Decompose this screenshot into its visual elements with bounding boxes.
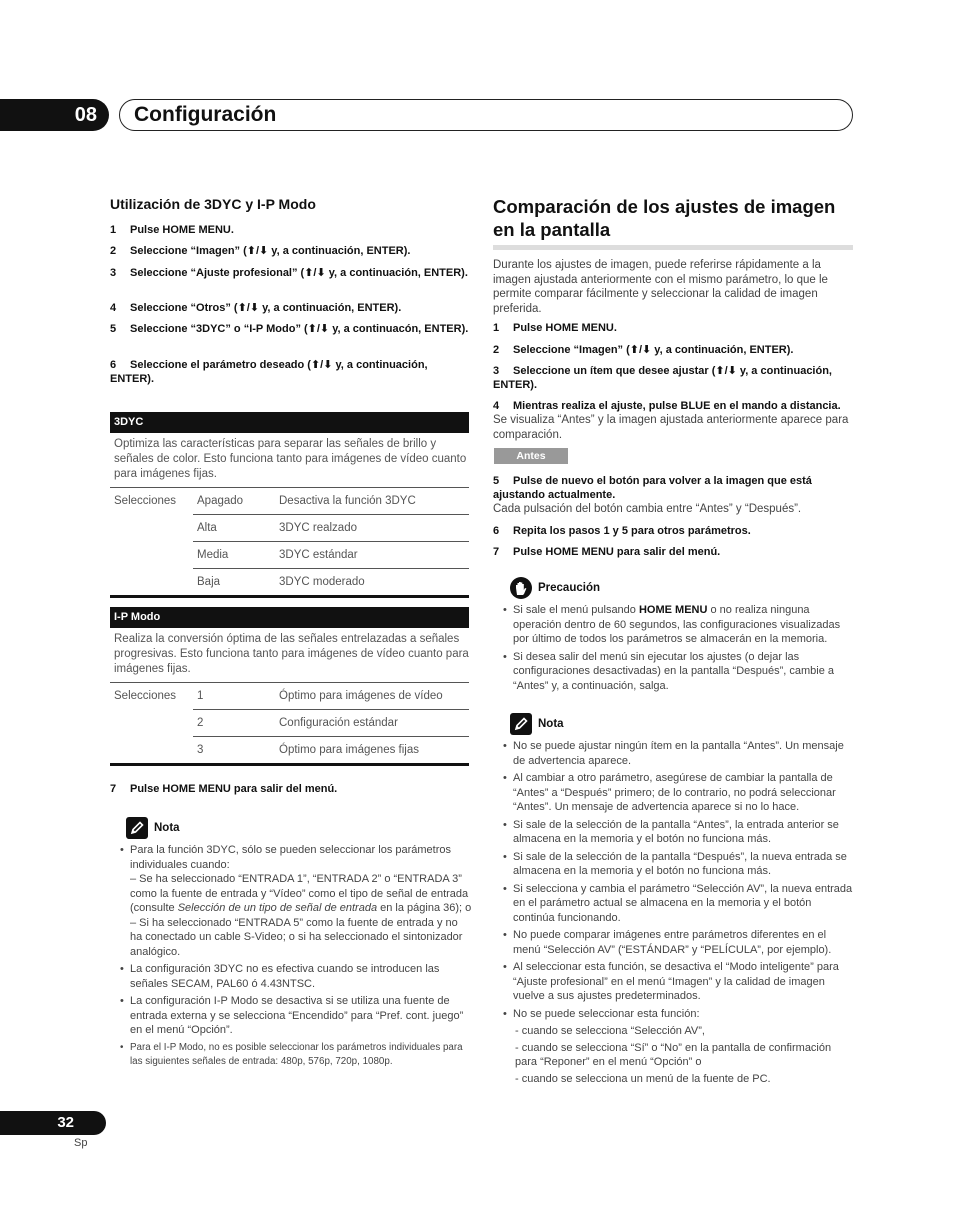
list-subitem: - cuando se selecciona “Selección AV”, (515, 1025, 705, 1037)
list-item: • La configuración I-P Modo se desactiva si se utiliza una fuente de entrada externa y se selecciona “Encendido” para “Pref. cont. juego” en el menú “Opción”. (110, 994, 472, 1038)
note-text: Para la función 3DYC, sólo se pueden seleccionar los parámetros individuales cuando: (130, 844, 452, 871)
step-number: 7 (493, 546, 500, 558)
step-text: Pulse HOME MENU para salir del menú. (513, 546, 721, 558)
step-text: Pulse HOME MENU para salir del menú. (130, 783, 338, 795)
list-item: • Si sale de la selección de la pantalla “Después”, la nueva entrada se almacena en la memoria y el botón no funciona más. (493, 850, 855, 879)
note-title: Nota (154, 822, 180, 835)
list-item (110, 843, 472, 959)
step-description: Cada pulsación del botón cambia entre “Antes” y “Después”. (493, 503, 802, 515)
step-item (493, 399, 853, 413)
section-title-comparison: Comparación de los ajustes de imagen en la pantalla (493, 195, 853, 250)
step-number: 3 (493, 365, 500, 377)
step-text: Pulse HOME MENU. (130, 224, 234, 236)
step-number: 1 (493, 322, 500, 334)
step-text: Mientras realiza el ajuste, pulse BLUE en el mando a distancia. (513, 400, 841, 412)
step-item (110, 322, 469, 336)
note-subtext (130, 872, 472, 916)
list-item: • Al seleccionar esta función, se desactiva el “Modo inteligente” para “Ajuste profesional” en el menú “Imagen” y la calidad de imagen vuelve a sus ajustes predeterminados. (493, 960, 855, 1004)
table-divider (110, 595, 469, 598)
step-text: Seleccione “Imagen” (⬆/⬇ y, a continuación, ENTER). (130, 245, 411, 257)
step-text: Seleccione el parámetro deseado (⬆/⬇ y, a continuación, ENTER). (110, 359, 428, 385)
page-language: Sp (74, 1137, 88, 1149)
table-description: Optimiza las características para separar las señales de brillo y señales de color. Esto funciona tanto para imágenes de vídeo cuanto para imágenes fijas. (114, 438, 467, 480)
caution-title: Precaución (538, 582, 600, 595)
list-subitem: - cuando se selecciona un menú de la fuente de PC. (515, 1073, 771, 1085)
hand-stop-icon (510, 577, 532, 599)
step-item (493, 343, 853, 357)
step-number: 6 (110, 359, 117, 371)
selections-label: Selecciones (110, 488, 193, 515)
option-effect: Óptimo para imágenes de vídeo (275, 683, 469, 710)
step-number: 4 (110, 302, 117, 314)
step-item (493, 524, 853, 538)
step-text: Pulse HOME MENU. (513, 322, 617, 334)
note-list-left (110, 843, 472, 1072)
option-value: Apagado (193, 488, 275, 515)
option-value: 2 (193, 710, 275, 737)
list-subitem: - cuando se selecciona “Sí” o “No” en la pantalla de confirmación para “Reponer” en el menú “Opción” o (515, 1042, 832, 1068)
step-item (110, 244, 469, 258)
page-number: 32 (0, 1111, 106, 1135)
step-item (110, 266, 469, 280)
step-item (493, 474, 853, 502)
list-item: • Si selecciona y cambia el parámetro “Selección AV”, la nueva entrada en el parámetro actual se almacena en la memoria y el botón continúa funcionando. (493, 882, 855, 926)
step-text: Seleccione “3DYC” o “I-P Modo” (⬆/⬇ y, a continuacón, ENTER). (130, 323, 469, 335)
option-value: Alta (193, 515, 275, 542)
step-text: Repita los pasos 1 y 5 para otros parámetros. (513, 525, 751, 537)
note-list-right (493, 739, 855, 1089)
step-item (493, 545, 853, 559)
note-title: Nota (538, 718, 564, 731)
option-effect: 3DYC moderado (275, 569, 469, 596)
option-effect: Desactiva la función 3DYC (275, 488, 469, 515)
list-item: • Para el I-P Modo, no es posible seleccionar los parámetros individuales para las siguientes señales de entrada: 480p, 576p, 720p, 1080p. (110, 1041, 472, 1069)
options-table (110, 682, 469, 763)
step-item (110, 358, 469, 386)
pencil-icon (126, 817, 148, 839)
table-row (110, 515, 469, 542)
table-row (110, 683, 469, 710)
list-item: • Si desea salir del menú sin ejecutar los ajustes (o dejar las configuraciones desactivadas) en la pantalla “Después”, cambie a “Antes” y, a continuación, salga. (493, 650, 855, 694)
selections-label: Selecciones (110, 683, 193, 710)
antes-indicator: Antes (494, 448, 568, 464)
step-description: Se visualiza “Antes” y la imagen ajustada anteriormente aparece para comparación. (493, 414, 849, 441)
list-item: • La configuración 3DYC no es efectiva cuando se introducen las señales SECAM, PAL60 ó 4.43NTSC. (110, 962, 472, 991)
caution-list (493, 603, 855, 696)
list-item (493, 603, 855, 647)
caution-text: Si sale el menú pulsando (513, 604, 639, 616)
step-item (110, 782, 469, 796)
note-reference: Selección de un tipo de señal de entrada (177, 902, 378, 914)
table-3dyc (110, 412, 469, 598)
table-description: Realiza la conversión óptima de las señales entrelazadas a señales progresivas. Esto funciona tanto para imágenes de vídeo cuanto para imágenes fijas. (114, 633, 469, 675)
section-title-3dyc: Utilización de 3DYC y I-P Modo (110, 196, 316, 212)
step-item (493, 321, 853, 335)
note-heading (510, 713, 564, 735)
step-number: 1 (110, 224, 117, 236)
option-value: Baja (193, 569, 275, 596)
chapter-title: Configuración (119, 99, 853, 131)
step-number: 7 (110, 783, 117, 795)
table-row (110, 710, 469, 737)
step-item (493, 364, 853, 392)
pencil-icon (510, 713, 532, 735)
option-value: Media (193, 542, 275, 569)
step-text: Seleccione “Imagen” (⬆/⬇ y, a continuación, ENTER). (513, 344, 794, 356)
note-text: – Se ha seleccionado “ENTRADA 1”, “ENTRADA 2” o “ENTRADA 3” como la fuente de entrada y “Vídeo” como el tipo de señal de entrada (consulte (130, 873, 469, 914)
option-effect: 3DYC realzado (275, 515, 469, 542)
option-value: 3 (193, 737, 275, 764)
step-number: 2 (493, 344, 500, 356)
step-number: 4 (493, 400, 500, 412)
caution-heading (510, 577, 600, 599)
intro-text: Durante los ajustes de imagen, puede referirse rápidamente a la imagen ajustada anteriormente con el mismo parámetro, lo que le permite comparar fácilmente y seleccionar la calidad de imagen preferida. (493, 259, 828, 315)
step-number: 5 (110, 323, 117, 335)
option-value: 1 (193, 683, 275, 710)
list-item: • Al cambiar a otro parámetro, asegúrese de cambiar la pantalla de “Antes” a “Después” primero; de lo contrario, no podrá seleccionar “Antes”. Un mensaje de advertencia aparece si no lo hace. (493, 771, 855, 815)
table-divider (110, 763, 469, 766)
table-ip-modo (110, 607, 469, 766)
table-row (110, 542, 469, 569)
options-table (110, 487, 469, 595)
step-number: 6 (493, 525, 500, 537)
list-item: • No puede comparar imágenes entre parámetros diferentes en el menú “Selección AV” (“ESTÁNDAR” y “PELÍCULA”, por ejemplo). (493, 928, 855, 957)
option-effect: Óptimo para imágenes fijas (275, 737, 469, 764)
step-text: Seleccione “Ajuste profesional” (⬆/⬇ y, a continuación, ENTER). (130, 267, 468, 279)
step-number: 5 (493, 475, 500, 487)
note-heading (126, 817, 180, 839)
step-text: Seleccione “Otros” (⬆/⬇ y, a continuación, ENTER). (130, 302, 402, 314)
list-item: • No se puede seleccionar esta función: (493, 1007, 855, 1022)
table-title: I-P Modo (110, 607, 469, 628)
table-title: 3DYC (110, 412, 469, 433)
table-row (110, 569, 469, 596)
step-number: 2 (110, 245, 117, 257)
chapter-number: 08 (0, 99, 109, 131)
step-item (110, 223, 469, 237)
list-item: • No se puede ajustar ningún ítem en la pantalla “Antes”. Un mensaje de advertencia aparece. (493, 739, 855, 768)
step-text: Seleccione un ítem que desee ajustar (⬆/⬇ y, a continuación, ENTER). (493, 365, 832, 391)
step-number: 3 (110, 267, 117, 279)
step-text: Pulse de nuevo el botón para volver a la imagen que está ajustando actualmente. (493, 475, 812, 501)
option-effect: 3DYC estándar (275, 542, 469, 569)
list-item: • Si sale de la selección de la pantalla “Antes”, la entrada anterior se almacena en la memoria y el botón no funciona más. (493, 818, 855, 847)
note-subtext: – Si ha seleccionado “ENTRADA 5” como la fuente de entrada y no ha conectado un cable S-Video; o si ha seleccionado el sintonizador analógico. (130, 916, 463, 958)
table-row (110, 737, 469, 764)
option-effect: Configuración estándar (275, 710, 469, 737)
note-text: en la página 36); o (377, 902, 472, 914)
caution-key: HOME MENU (638, 604, 708, 616)
step-item (110, 301, 469, 315)
caution-text: o no realiza ninguna operación dentro de 60 segundos, las configuraciones visualizadas por último de todos los parámetros se almacerán en la memoria. (513, 604, 841, 645)
table-row (110, 488, 469, 515)
